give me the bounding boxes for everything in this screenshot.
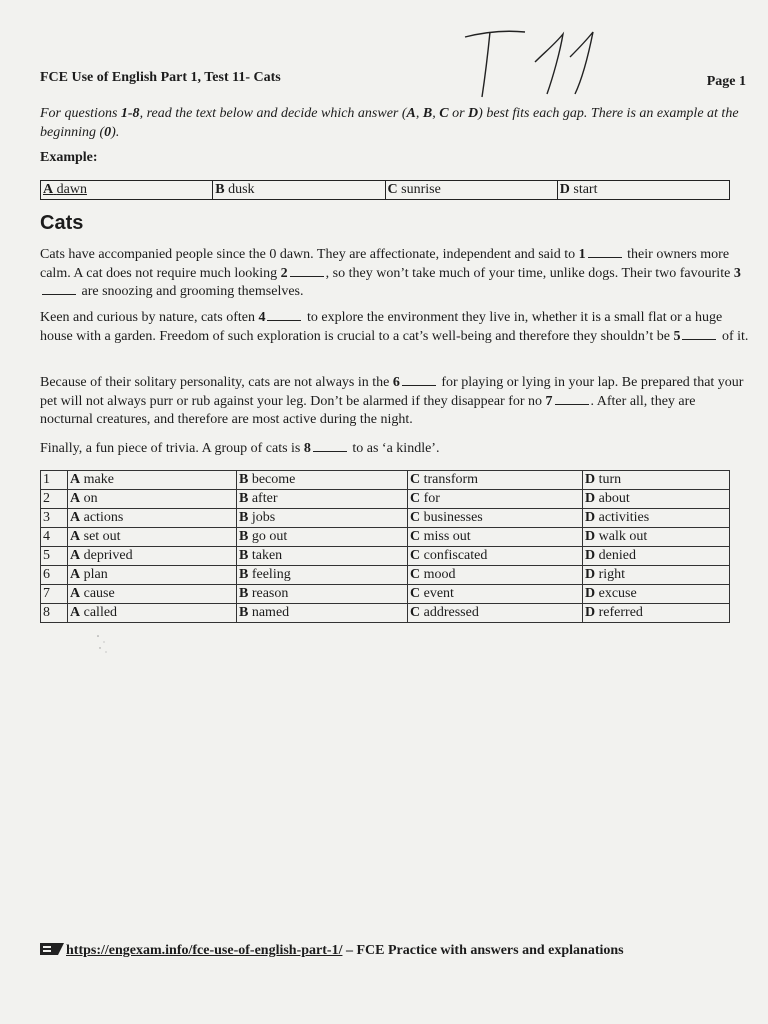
- option-c: C businesses: [408, 509, 583, 528]
- option-c: C confiscated: [408, 547, 583, 566]
- option-a: A called: [68, 604, 237, 623]
- option-b: B jobs: [237, 509, 408, 528]
- answer-row: [41, 471, 730, 490]
- option-c: C for: [408, 490, 583, 509]
- paragraph-3: Because of their solitary personality, cats are not always in the 6 for playing or lying in your lap. Be prepared that your pet will not always purr or rub against your leg. Don’t be alarmed if they disappear for no 7 . After all, they are nocturnal creatures, and therefore are most active during the night.: [40, 375, 744, 427]
- option-d: D right: [583, 566, 730, 585]
- answer-row: [41, 604, 730, 623]
- gap-4: [267, 309, 301, 321]
- question-number: 3: [41, 509, 68, 528]
- example-option-c: C sunrise: [385, 181, 557, 200]
- page-number: Page 1: [706, 74, 746, 89]
- example-option-b: B dusk: [213, 181, 385, 200]
- example-option-d: D start: [557, 181, 729, 200]
- option-b: B become: [237, 471, 408, 490]
- question-number: 7: [41, 585, 68, 604]
- scan-specks: [90, 630, 120, 660]
- option-d: D walk out: [583, 528, 730, 547]
- gap-1: [588, 246, 622, 258]
- option-d: D activities: [583, 509, 730, 528]
- option-c: C miss out: [408, 528, 583, 547]
- gap-6: [402, 374, 436, 386]
- example-option-a: A dawn: [41, 181, 213, 200]
- option-d: D turn: [583, 471, 730, 490]
- engexam-logo-icon: [40, 942, 64, 956]
- gap-3: [42, 283, 76, 295]
- option-b: B named: [237, 604, 408, 623]
- option-d: D denied: [583, 547, 730, 566]
- option-b: B reason: [237, 585, 408, 604]
- answer-row: [41, 585, 730, 604]
- paragraph-1: Cats have accompanied people since the 0 dawn. They are affectionate, independent and said to 1 their owners more calm. A cat does not require much looking 2 , so they won’t take much of your time, unlike dogs. Their two favourite 3 are snoozing and grooming themselves.: [40, 247, 741, 299]
- option-a: A plan: [68, 566, 237, 585]
- option-b: B after: [237, 490, 408, 509]
- option-a: A make: [68, 471, 237, 490]
- instructions: For questions 1-8, read the text below and decide which answer (A, B, C or D) best fits each gap. There is an example at the beginning (0).: [40, 106, 739, 140]
- question-number: 2: [41, 490, 68, 509]
- option-d: D referred: [583, 604, 730, 623]
- question-number: 5: [41, 547, 68, 566]
- paragraph-2: Keen and curious by nature, cats often 4 to explore the environment they live in, whether it is a small flat or a huge house with a garden. Freedom of such exploration is crucial to a cat’s well-being and therefore they shouldn’t be 5 of it.: [40, 310, 749, 344]
- handwritten-mark-t11: [455, 22, 605, 102]
- document-title: FCE Use of English Part 1, Test 11- Cats: [40, 70, 281, 85]
- gap-7: [555, 393, 589, 405]
- option-b: B feeling: [237, 566, 408, 585]
- option-a: A on: [68, 490, 237, 509]
- answer-row: [41, 528, 730, 547]
- example-label: Example:: [40, 150, 98, 165]
- question-number: 6: [41, 566, 68, 585]
- answer-row: [41, 490, 730, 509]
- gap-2: [290, 265, 324, 277]
- question-number: 4: [41, 528, 68, 547]
- option-a: A cause: [68, 585, 237, 604]
- answer-row: [41, 547, 730, 566]
- answer-options-table: [40, 470, 730, 623]
- option-b: B go out: [237, 528, 408, 547]
- option-d: D about: [583, 490, 730, 509]
- option-c: C event: [408, 585, 583, 604]
- answer-row: [41, 509, 730, 528]
- option-c: C mood: [408, 566, 583, 585]
- option-a: A deprived: [68, 547, 237, 566]
- question-number: 8: [41, 604, 68, 623]
- option-c: C addressed: [408, 604, 583, 623]
- example-table: [40, 180, 730, 200]
- option-a: A actions: [68, 509, 237, 528]
- question-number: 1: [41, 471, 68, 490]
- text-title: Cats: [40, 212, 84, 234]
- answer-row: [41, 566, 730, 585]
- option-d: D excuse: [583, 585, 730, 604]
- gap-8: [313, 440, 347, 452]
- paragraph-4: Finally, a fun piece of trivia. A group of cats is 8 to as ‘a kindle’.: [40, 441, 440, 456]
- option-c: C transform: [408, 471, 583, 490]
- option-a: A set out: [68, 528, 237, 547]
- engexam-link[interactable]: https://engexam.info/fce-use-of-english-part-1/: [66, 943, 343, 958]
- gap-5: [682, 328, 716, 340]
- page-footer: https://engexam.info/fce-use-of-english-part-1/ – FCE Practice with answers and explanations: [40, 942, 740, 959]
- option-b: B taken: [237, 547, 408, 566]
